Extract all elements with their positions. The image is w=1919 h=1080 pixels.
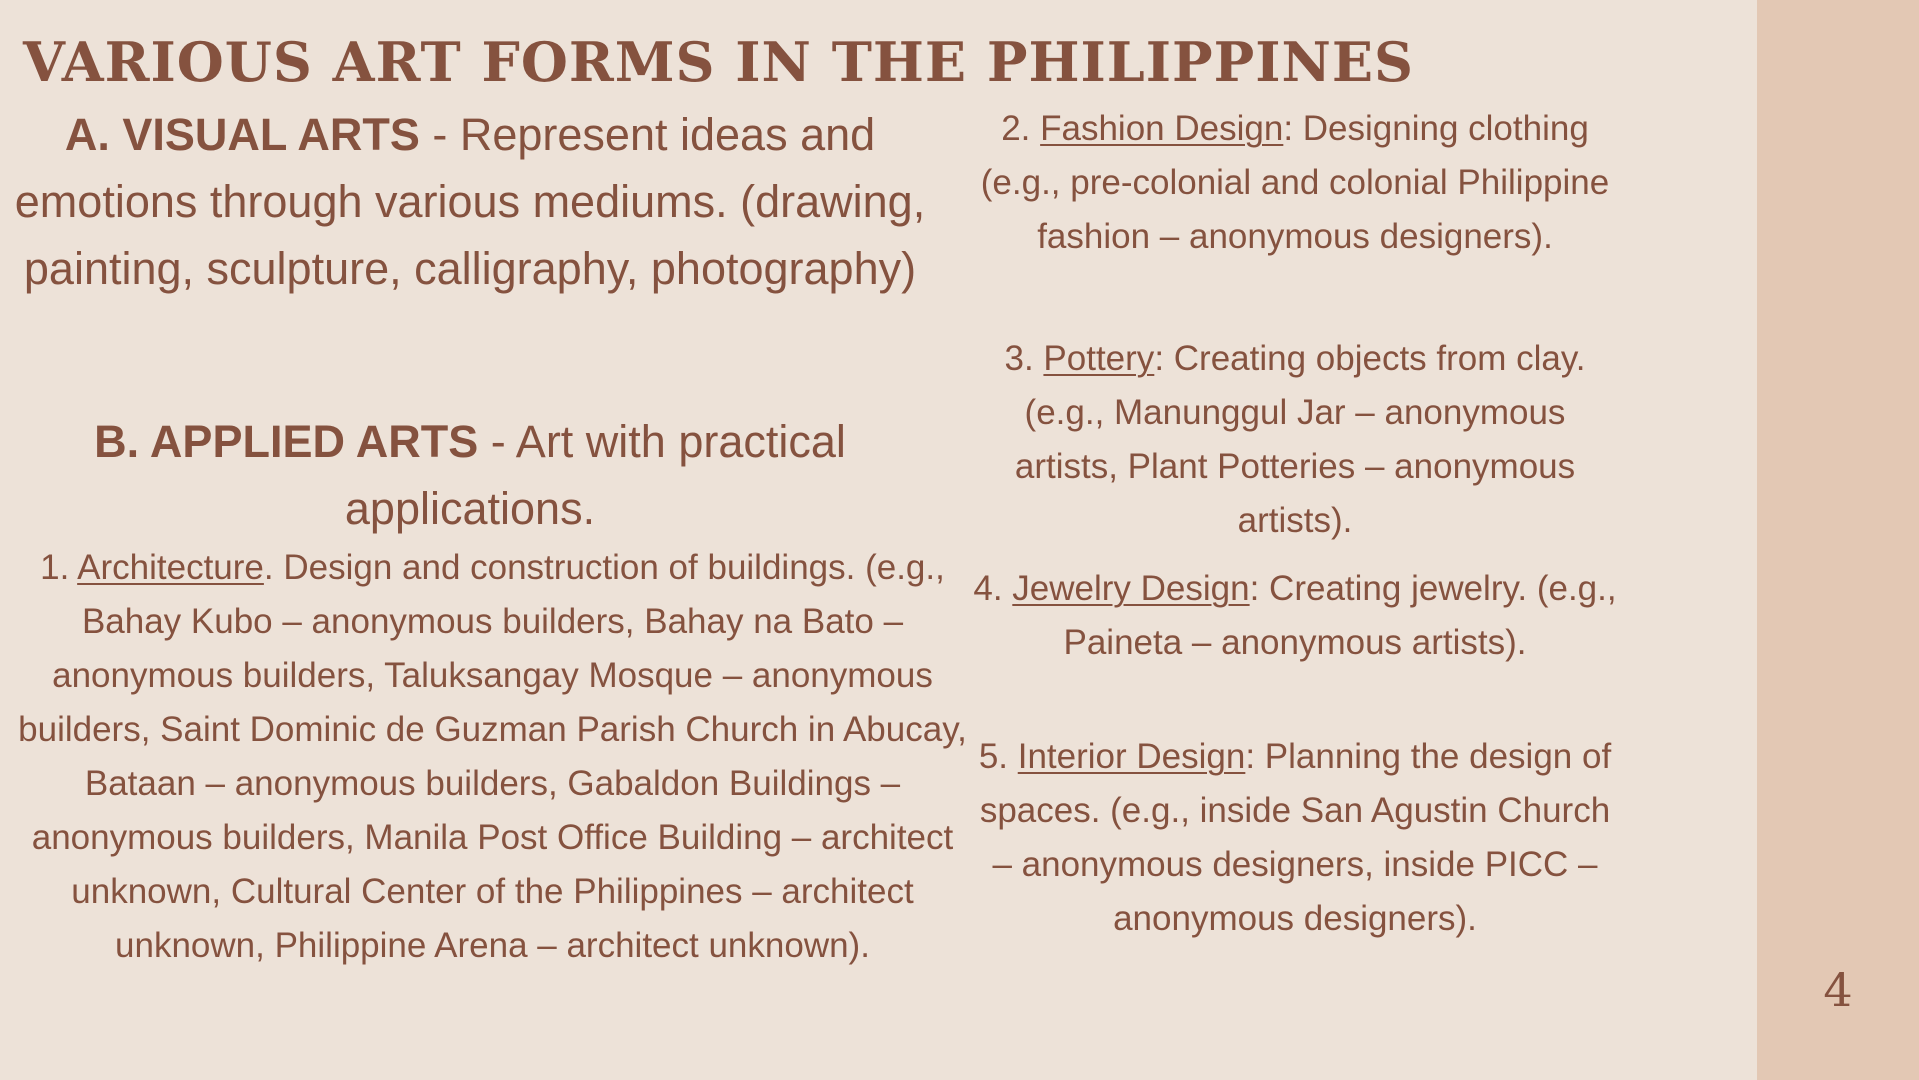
- visual-arts-term: A. VISUAL ARTS: [64, 109, 420, 160]
- side-accent-band: [1757, 0, 1919, 1080]
- applied-arts-item-fashion-design: [970, 102, 1620, 264]
- applied-arts-item-architecture: [0, 541, 985, 973]
- applied-arts-item-jewelry-design: [970, 562, 1620, 670]
- applied-arts-item-interior-design: [970, 730, 1620, 946]
- item-text: : Creating objects from clay. (e.g., Manunggul Jar – anonymous artists, Plant Potteries – anonymous artists).: [1014, 339, 1586, 540]
- item-text: . Design and construction of buildings. (e.g., Bahay Kubo – anonymous builders, Bahay na Bato – anonymous builders, Taluksangay Mosque – anonymous builders, Saint Dominic de Guzman Parish Church in Abucay, Bataan – anonymous builders, Gabaldon Buildings – anonymous builders, Manila Post Office Building – architect unknown, Cultural Center of the Philippines – architect unknown, Philippine Arena – architect unknown).: [18, 548, 967, 965]
- applied-arts-description: - Art with practical applications.: [344, 416, 846, 534]
- visual-arts-section: [10, 101, 930, 302]
- item-text: : Planning the design of spaces. (e.g., inside San Agustin Church – anonymous designers, inside PICC – anonymous designers).: [979, 737, 1612, 938]
- item-number: 3.: [1004, 339, 1044, 378]
- item-name: Interior Design: [1017, 737, 1246, 776]
- item-name: Architecture: [77, 548, 264, 587]
- item-number: 4.: [973, 569, 1013, 608]
- item-name: Pottery: [1043, 339, 1155, 378]
- applied-arts-term: B. APPLIED ARTS: [94, 416, 479, 467]
- item-number: 2.: [1001, 109, 1041, 148]
- applied-arts-item-pottery: [970, 332, 1620, 548]
- slide-title: VARIOUS ART FORMS IN THE PHILIPPINES: [23, 30, 1414, 94]
- visual-arts-description: - Represent ideas and emotions through various mediums. (drawing, painting, sculpture, calligraphy, photography): [14, 109, 926, 294]
- applied-arts-section: [10, 408, 930, 542]
- page-number: 4: [1823, 963, 1853, 1017]
- item-name: Fashion Design: [1040, 109, 1284, 148]
- item-name: Jewelry Design: [1012, 569, 1250, 608]
- item-number: 5.: [978, 737, 1018, 776]
- item-text: : Creating jewelry. (e.g., Paineta – anonymous artists).: [1063, 569, 1617, 662]
- item-number: 1.: [40, 548, 78, 587]
- item-text: : Designing clothing (e.g., pre-colonial and colonial Philippine fashion – anonymous designers).: [980, 109, 1610, 256]
